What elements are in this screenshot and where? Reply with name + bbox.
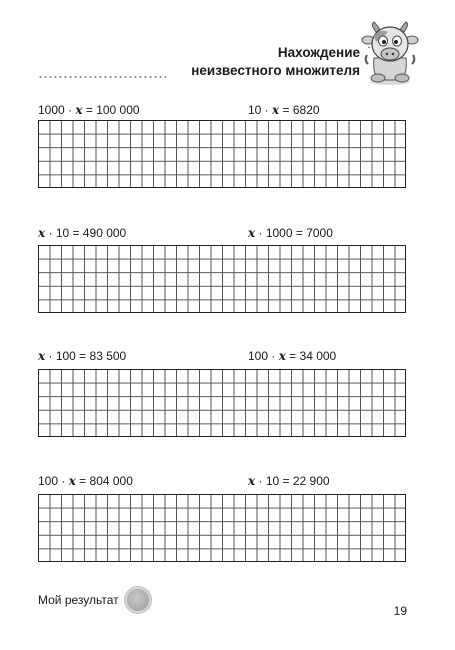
result-circle-icon[interactable] (125, 587, 151, 613)
result-label: Мой результат (38, 593, 119, 607)
page-number: 19 (393, 604, 407, 618)
equation-6: 100 · x = 34 000 (248, 349, 337, 363)
equation-3: x · 10 = 490 000 (38, 226, 127, 240)
equation-7: 100 · x = 804 000 (38, 474, 133, 488)
equation-4: x · 1000 = 7000 (248, 226, 333, 240)
cow-mascot-icon (360, 20, 420, 88)
answer-grid-2[interactable] (38, 245, 406, 313)
answer-grid-3[interactable] (38, 369, 406, 437)
equation-1: 1000 · x = 100 000 (38, 103, 140, 117)
title-line-1: Нахождение (277, 45, 360, 60)
my-result (38, 587, 151, 613)
dotted-rule (38, 76, 166, 78)
equation-8: x · 10 = 22 900 (248, 474, 330, 488)
answer-grid-1[interactable] (38, 120, 406, 188)
page-title (191, 44, 360, 80)
equation-5: x · 100 = 83 500 (38, 349, 127, 363)
title-line-2: неизвестного множителя (191, 63, 360, 78)
answer-grid-4[interactable] (38, 494, 406, 562)
equation-2: 10 · x = 6820 (248, 103, 320, 117)
